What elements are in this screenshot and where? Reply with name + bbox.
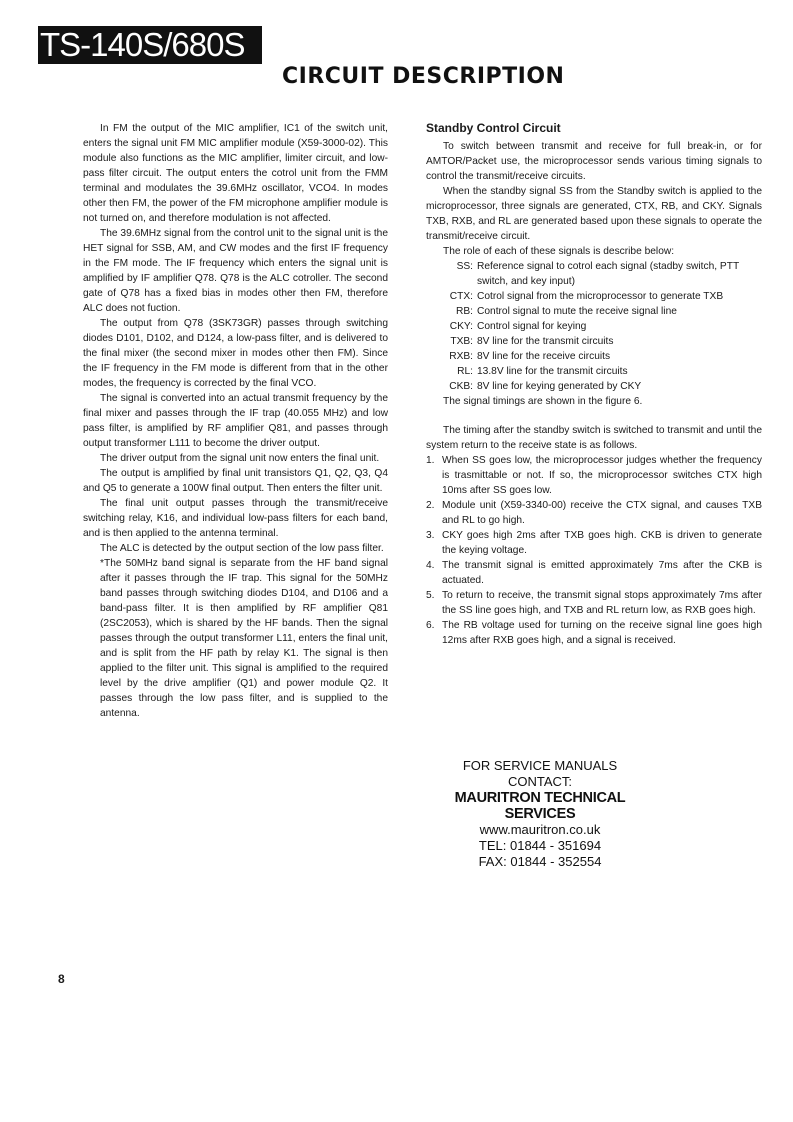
paragraph: When the standby signal SS from the Standby switch is applied to the microprocessor, three signals are generated, CTX, RB, and CKY. Signals TXB, RXB, and RL are generated based upon these signals to operate the transmit/receive circuit.: [426, 186, 762, 242]
signal-code: SS:: [456, 261, 473, 272]
paragraph: The signal is converted into an actual transmit frequency by the final mixer and passes through the IF trap (40.055 MHz) and low pass filter, is amplified by RF amplifier Q81, and passes through output transformer L111 to become the driver output.: [83, 393, 388, 449]
list-item: [426, 304, 762, 319]
step-number: 3.: [426, 530, 435, 541]
contact-label: CONTACT:: [507, 774, 573, 789]
list-item: [426, 558, 762, 588]
left-column: [83, 121, 388, 721]
step-number: 6.: [426, 620, 435, 631]
step-text: Module unit (X59-3340-00) receive the CTX signal, and causes TXB and RL to go high.: [442, 500, 762, 526]
section-heading: Standby Control Circuit: [426, 121, 561, 135]
signal-desc: 8V line for the receive circuits: [477, 351, 611, 362]
paragraph: The final unit output passes through the transmit/receive switching relay, K16, and individual low-pass filters for each band, and is then applied to the antenna terminal.: [83, 498, 388, 539]
step-text: The RB voltage used for turning on the receive signal line goes high 12ms after RXB goes high, and a signal is received.: [442, 620, 762, 646]
step-number: 4.: [426, 560, 435, 571]
signal-code: CKY:: [449, 321, 473, 332]
page-title: CIRCUIT DESCRIPTION: [282, 64, 565, 89]
page-number: 8: [58, 972, 65, 986]
signal-desc: 8V line for keying generated by CKY: [477, 381, 642, 392]
paragraph: The ALC is detected by the output section of the low pass filter.: [100, 543, 384, 554]
signal-code: RXB:: [449, 351, 473, 362]
list-item: [426, 349, 762, 364]
signal-desc: Cotrol signal from the microprocessor to generate TXB: [477, 291, 724, 302]
website-link[interactable]: www.mauritron.co.uk: [479, 822, 601, 837]
signal-desc: Control signal to mute the receive signal line: [477, 306, 677, 317]
list-item: [426, 379, 762, 394]
signal-code: CKB:: [449, 381, 473, 392]
step-number: 2.: [426, 500, 435, 511]
paragraph: The 39.6MHz signal from the control unit to the signal unit is the HET signal for SSB, AM, and CW modes and the first IF frequency in the FM mode. The IF frequency which enters the signal unit is amplified by IF amplifier Q78. Q78 is the ALC cotroller. The second gate of Q78 has a fixed bias in modes other then FM, therefore ALC does not fuction.: [83, 228, 388, 314]
list-item: [426, 364, 762, 379]
signal-desc: 13.8V line for the transmit circuits: [477, 366, 628, 377]
signal-desc: Reference signal to cotrol each signal (stadby switch, PTT switch, and key input): [477, 261, 739, 287]
step-text: CKY goes high 2ms after TXB goes high. CKB is driven to generate the keying voltage.: [442, 530, 762, 556]
paragraph: The role of each of these signals is describe below:: [443, 246, 675, 257]
paragraph: The output is amplified by final unit transistors Q1, Q2, Q3, Q4 and Q5 to generate a 100W final output. Then enters the filter unit.: [83, 468, 388, 494]
paragraph: The timing after the standby switch is switched to transmit and until the system return to the receive state is as follows.: [426, 425, 762, 451]
signal-desc: Control signal for keying: [477, 321, 587, 332]
list-item: [426, 289, 762, 304]
service-contact: [426, 758, 654, 870]
list-item: [426, 453, 762, 498]
spacer: [426, 409, 762, 423]
signal-code: RB:: [456, 306, 473, 317]
signal-desc: 8V line for the transmit circuits: [477, 336, 614, 347]
signal-code: CTX:: [449, 291, 473, 302]
paragraph: In FM the output of the MIC amplifier, IC1 of the switch unit, enters the signal unit FM MIC amplifier module (X59-3000-02). This module also functions as the MIC amplifier, limiter circuit, and low-pass filter circuit. The output enters the cotrol unit from the FMM terminal and modulates the 39.6MHz oscillator, VCO4. In modes other then FM, the power of the FM microphone amplifier module is not turned on, and therefore modulation is not affected.: [83, 123, 388, 224]
timing-steps: [426, 453, 762, 648]
list-item: [426, 618, 762, 648]
step-text: To return to receive, the transmit signal stops approximately 7ms after the SS line goes high, and TXB and RL return low, as RXB goes high.: [442, 590, 762, 616]
list-item: [426, 319, 762, 334]
step-text: The transmit signal is emitted approximately 7ms after the CKB is actuated.: [442, 560, 762, 586]
model-banner: TS-140S/680S: [38, 26, 262, 64]
paragraph: The driver output from the signal unit now enters the final unit.: [100, 453, 380, 464]
company-name: MAURITRON TECHNICAL SERVICES: [454, 790, 626, 822]
paragraph: To switch between transmit and receive for full break-in, or for AMTOR/Packet use, the microprocessor sends various timing signals to control the transmit/receive circuits.: [426, 141, 762, 182]
right-column: [426, 121, 762, 648]
fax: FAX: 01844 - 352554: [478, 854, 602, 869]
list-item: [426, 334, 762, 349]
list-item: [426, 498, 762, 528]
note-50mhz: *The 50MHz band signal is separate from the HF band signal after it passes through the IF trap. This signal for the 50MHz band passes through switching diodes D104, and D106 and a band-pass filter. It is then amplified by RF amplifier Q81 (2SC2053), which is shared by the HF bands. Then the signal passes through the output transformer L11, enters the final unit, and is split from the HF path by relay K1. The signal is then applied to the filter unit. This signal is amplified to the required level by the drive amplifier (Q1) and power module Q2. It passes through the low pass filter, and is supplied to the antenna.: [100, 558, 388, 719]
list-item: [426, 528, 762, 558]
signal-code: TXB:: [450, 336, 473, 347]
step-number: 1.: [426, 455, 435, 466]
list-item: [426, 588, 762, 618]
list-item: [426, 259, 762, 289]
step-text: When SS goes low, the microprocessor judges whether the frequency is trasmittable or not. If so, the microprocessor switches CTX high 10ms after SS goes low.: [442, 455, 762, 496]
signal-code: RL:: [457, 366, 473, 377]
paragraph: The signal timings are shown in the figure 6.: [443, 396, 643, 407]
step-number: 5.: [426, 590, 435, 601]
telephone: TEL: 01844 - 351694: [478, 838, 602, 853]
contact-heading: FOR SERVICE MANUALS: [462, 758, 618, 773]
signal-list: [426, 259, 762, 394]
paragraph: The output from Q78 (3SK73GR) passes through switching diodes D101, D102, and D124, a low-pass filter, and is delivered to the final mixer (the second mixer in modes other then FM). Since the IF frequency in the FM mode is different from that in the other modes, the frequency is corrected by the final VCO.: [83, 318, 388, 389]
